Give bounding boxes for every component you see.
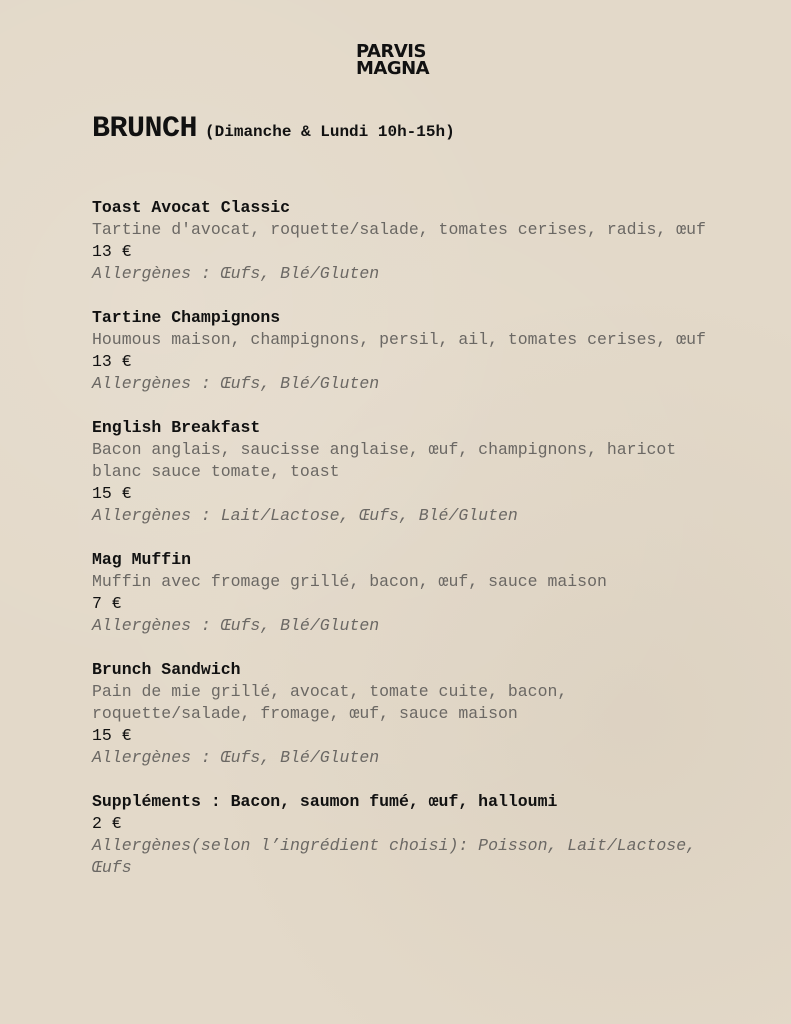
item-allergens: Allergènes : Œufs, Blé/Gluten bbox=[92, 374, 380, 393]
item-allergens: Allergènes : Œufs, Blé/Gluten bbox=[92, 616, 380, 635]
item-name: Tartine Champignons bbox=[92, 308, 281, 327]
menu-items bbox=[92, 197, 732, 901]
menu-subtitle: (Dimanche & Lundi 10h-15h) bbox=[205, 123, 455, 141]
item-description: Muffin avec fromage grillé, bacon, œuf, sauce maison bbox=[92, 572, 607, 591]
item-description: Bacon anglais, saucisse anglaise, œuf, champignons, haricot blanc sauce tomate, toast bbox=[92, 440, 677, 481]
item-allergens: Allergènes(selon l’ingrédient choisi): Poisson, Lait/Lactose, Œufs bbox=[92, 836, 696, 877]
logo-line-1: PARVIS bbox=[356, 41, 426, 62]
item-allergens: Allergènes : Œufs, Blé/Gluten bbox=[92, 264, 380, 283]
item-name: Toast Avocat Classic bbox=[92, 198, 291, 217]
parvis-magna-logo bbox=[356, 43, 436, 77]
logo-line-2: MAGNA bbox=[356, 58, 430, 79]
menu-item bbox=[92, 659, 732, 769]
item-allergens: Allergènes : Lait/Lactose, Œufs, Blé/Gluten bbox=[92, 506, 518, 525]
menu-item bbox=[92, 197, 732, 285]
item-description: Tartine d'avocat, roquette/salade, tomates cerises, radis, œuf bbox=[92, 220, 706, 239]
item-description: Pain de mie grillé, avocat, tomate cuite, bacon, roquette/salade, fromage, œuf, sauce maison bbox=[92, 682, 568, 723]
item-price: 13 € bbox=[92, 352, 132, 371]
item-allergens: Allergènes : Œufs, Blé/Gluten bbox=[92, 748, 380, 767]
item-name: Brunch Sandwich bbox=[92, 660, 241, 679]
item-price: 2 € bbox=[92, 814, 122, 833]
menu-item bbox=[92, 307, 732, 395]
item-price: 13 € bbox=[92, 242, 132, 261]
item-price: 15 € bbox=[92, 726, 132, 745]
item-name: Suppléments : Bacon, saumon fumé, œuf, halloumi bbox=[92, 792, 558, 811]
item-description: Houmous maison, champignons, persil, ail, tomates cerises, œuf bbox=[92, 330, 706, 349]
menu-heading bbox=[92, 112, 455, 146]
menu-item-supplements bbox=[92, 791, 732, 879]
item-price: 7 € bbox=[92, 594, 122, 613]
menu-title: BRUNCH bbox=[92, 112, 198, 146]
menu-item bbox=[92, 549, 732, 637]
item-name: English Breakfast bbox=[92, 418, 261, 437]
item-name: Mag Muffin bbox=[92, 550, 192, 569]
menu-item bbox=[92, 417, 732, 527]
item-price: 15 € bbox=[92, 484, 132, 503]
